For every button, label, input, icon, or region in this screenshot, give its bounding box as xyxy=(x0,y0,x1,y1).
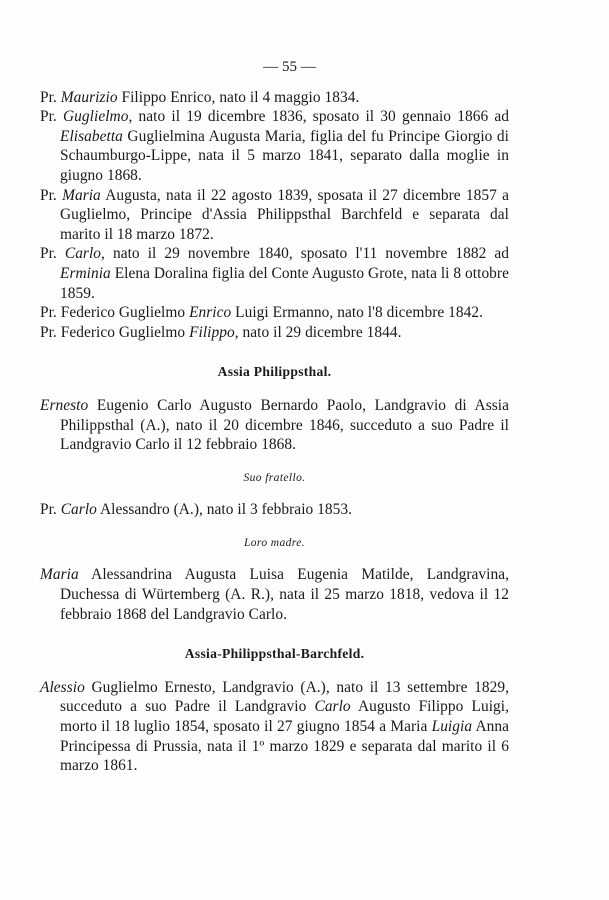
entry-filippo xyxy=(40,323,509,343)
entry-name: Maria xyxy=(40,566,79,584)
entry-text: Alessandro (A.), nato il 3 febbraio 1853. xyxy=(96,501,353,519)
entry-text: Anna Principessa di Prussia, nata il 1º marzo 1829 e separata dal marito il 6 marzo 1861. xyxy=(60,718,509,775)
entry-text: Filippo Enrico, nato il 4 maggio 1834. xyxy=(117,88,360,106)
entry-text: Elena Doralina figlia del Conte Augusto Grote, nata li 8 ottobre 1859. xyxy=(60,264,509,302)
entry-spouse-name: Luigia xyxy=(431,718,473,736)
entry-maurizio xyxy=(40,88,509,108)
entry-prefix: Pr. xyxy=(40,108,64,126)
entry-name: Maurizio xyxy=(60,88,118,106)
entry-text: Augusto Filippo Luigi, morto il 18 luglio 1854, sposato il 27 giugno 1854 a Maria xyxy=(60,698,509,736)
entry-spouse-name: Erminia xyxy=(60,264,111,282)
entry-name: Enrico xyxy=(189,304,232,322)
entry-prefix: Pr. xyxy=(40,245,65,263)
entry-text: Eugenio Carlo Augusto Bernardo Paolo, Landgravio di Assia Philippsthal (A.), nato il 20 dicembre 1846, succeduto a suo Padre il Landgravio Carlo il 12 febbraio 1868. xyxy=(60,396,509,454)
subheading-mother: Loro madre. xyxy=(243,536,306,549)
entry-text: , nato il 29 novembre 1840, sposato l'11 novembre 1882 ad xyxy=(101,245,510,263)
section-heading-philippsthal: Assia Philippsthal. xyxy=(217,364,332,380)
page-number: — 55 — xyxy=(263,59,316,75)
entry-text: , nato il 19 dicembre 1836, sposato il 30 gennaio 1866 ad xyxy=(128,108,509,126)
subheading-brother: Suo fratello. xyxy=(243,471,306,484)
entry-name: Alessio xyxy=(40,678,85,696)
entry-ernesto xyxy=(40,396,509,455)
entry-prefix: Pr. xyxy=(40,88,61,106)
entry-name: Maria xyxy=(62,186,101,204)
entry-text: Guglielmo Ernesto, Landgravio (A.), nato il 13 settembre 1829, succeduto a suo Padre il Landgravio xyxy=(60,678,509,716)
entry-maria-alessandrina xyxy=(40,565,509,624)
entry-name: Carlo xyxy=(60,501,97,519)
entry-guglielmo xyxy=(40,107,509,185)
entry-name: Filippo xyxy=(189,323,235,341)
entry-name: Guglielmo xyxy=(63,108,129,126)
entry-text: Augusta, nata il 22 agosto 1839, sposata il 27 dicembre 1857 a Guglielmo, Principe d'Assia Philippsthal Barchfeld e separata dal marito il 18 marzo 1872. xyxy=(60,186,510,243)
entry-name: Carlo xyxy=(64,245,102,263)
entry-maria xyxy=(40,186,509,245)
entries-top xyxy=(40,88,509,343)
entry-spouse-name: Elisabetta xyxy=(60,127,123,145)
entry-carlo-alessandro xyxy=(40,500,509,520)
entry-text: , nato il 29 dicembre 1844. xyxy=(234,323,402,341)
entry-father-name: Carlo xyxy=(314,698,351,716)
entry-alessio xyxy=(40,678,509,776)
entry-prefix: Pr. xyxy=(40,501,61,519)
entry-carlo xyxy=(40,244,509,303)
entry-name: Ernesto xyxy=(40,396,89,414)
entry-text: Luigi Ermanno, nato l'8 dicembre 1842. xyxy=(231,304,484,322)
entry-prefix: Pr. xyxy=(40,186,63,204)
document-page xyxy=(40,58,509,776)
entry-enrico xyxy=(40,303,509,323)
entry-prefix: Pr. Federico Guglielmo xyxy=(40,323,190,341)
section-heading-barchfeld: Assia-Philippsthal-Barchfeld. xyxy=(184,646,365,662)
entry-text: Guglielmina Augusta Maria, figlia del fu Principe Giorgio di Schaumburgo-Lippe, nata il 5 marzo 1841, separato dalla moglie in giugno 1868. xyxy=(60,127,509,184)
entry-prefix: Pr. Federico Guglielmo xyxy=(40,304,190,322)
entry-text: Alessandrina Augusta Luisa Eugenia Matilde, Landgravina, Duchessa di Würtemberg (A. R.), nata il 25 marzo 1818, vedova il 12 febbraio 1868 del Landgravio Carlo. xyxy=(60,566,509,623)
